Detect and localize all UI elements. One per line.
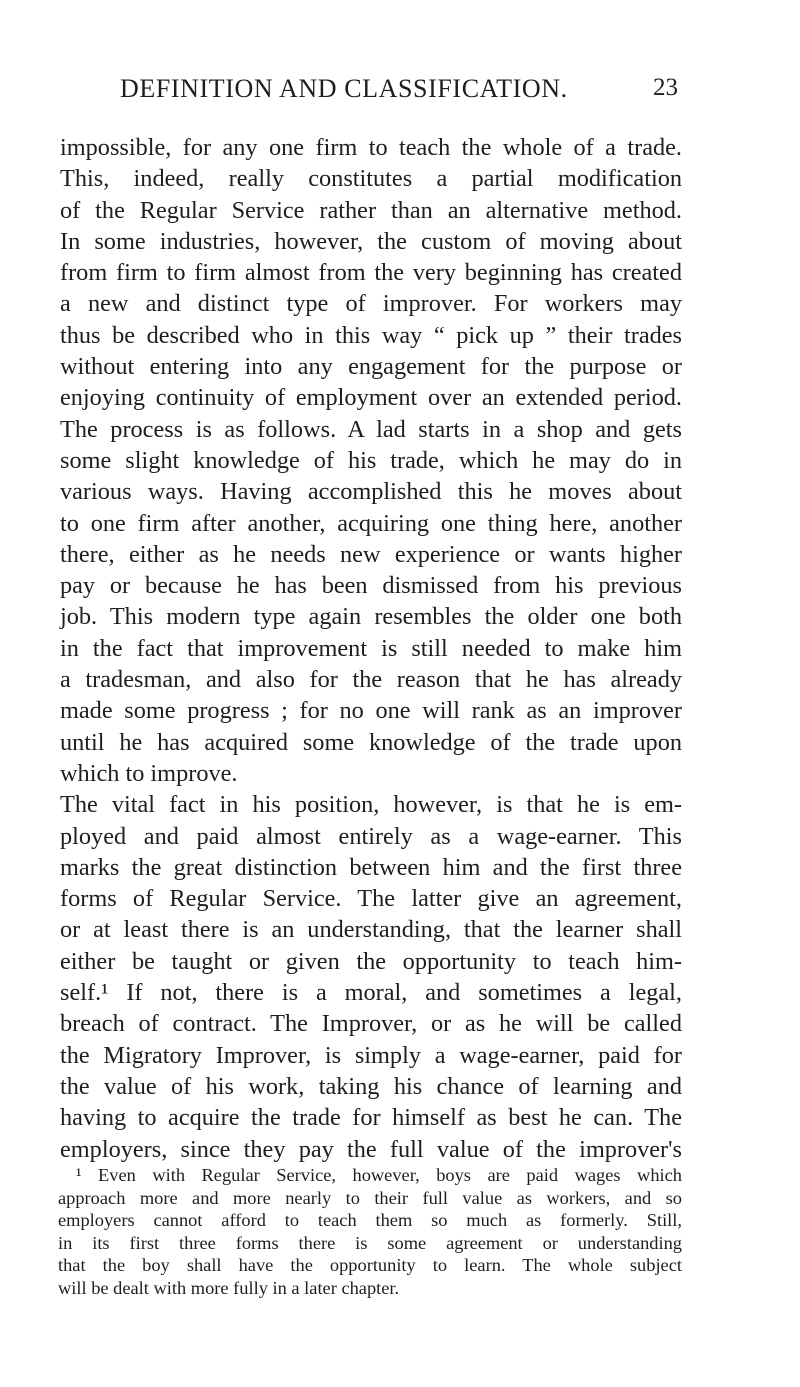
text-line: a tradesman, and also for the reason that he has already <box>60 666 682 694</box>
text-line: In some industries, however, the custom of moving about <box>60 227 682 255</box>
text-line: self.¹ If not, there is a moral, and sometimes a legal, <box>60 979 682 1007</box>
text-line: a new and distinct type of improver. For workers may <box>60 290 682 318</box>
text-line: pay or because he has been dismissed from his previous <box>60 572 682 600</box>
text-line: which to improve. <box>60 759 238 787</box>
text-line: breach of contract. The Improver, or as he will be called <box>60 1010 682 1038</box>
text-line: the value of his work, taking his chance of learning and <box>60 1072 682 1100</box>
text-line: of the Regular Service rather than an alternative method. <box>60 196 682 224</box>
text-line: various ways. Having accomplished this he moves about <box>60 478 682 506</box>
text-line: thus be described who in this way “ pick up ” their trades <box>60 321 682 349</box>
running-head <box>120 74 678 110</box>
page-number: 23 <box>653 74 678 101</box>
footnote-line: will be dealt with more fully in a later chapter. <box>58 1277 400 1298</box>
text-line: The vital fact in his position, however, is that he is em- <box>60 791 682 819</box>
text-line: to one firm after another, acquiring one thing here, another <box>60 509 682 537</box>
text-line: the Migratory Improver, is simply a wage-earner, paid for <box>60 1041 682 1069</box>
text-line: forms of Regular Service. The latter give an agreement, <box>60 885 682 913</box>
footnote-line: in its first three forms there is some agreement or understanding <box>58 1232 682 1253</box>
footnote-line: employers cannot afford to teach them so much as formerly. Still, <box>58 1210 682 1231</box>
footnote <box>58 1164 682 1300</box>
text-line: there, either as he needs new experience or wants higher <box>60 540 682 568</box>
text-line: marks the great distinction between him and the first three <box>60 853 682 881</box>
text-line: employers, since they pay the full value of the improver's <box>60 1135 682 1163</box>
footnote-line: approach more and more nearly to their full value as workers, and so <box>58 1187 682 1208</box>
text-line: in the fact that improvement is still needed to make him <box>60 634 682 662</box>
text-line: The process is as follows. A lad starts in a shop and gets <box>60 415 682 443</box>
body-text <box>60 132 682 1165</box>
text-line: without entering into any engagement for the purpose or <box>60 353 682 381</box>
text-line: job. This modern type again resembles the older one both <box>60 603 682 631</box>
text-line: enjoying continuity of employment over an extended period. <box>60 384 682 412</box>
text-line: some slight knowledge of his trade, which he may do in <box>60 446 682 474</box>
text-line: until he has acquired some knowledge of the trade upon <box>60 728 682 756</box>
text-line: This, indeed, really constitutes a partial modification <box>60 165 682 193</box>
text-line: impossible, for any one firm to teach the whole of a trade. <box>60 134 682 161</box>
text-line: having to acquire the trade for himself as best he can. The <box>60 1104 682 1132</box>
text-line: made some progress ; for no one will rank as an improver <box>60 697 682 725</box>
footnote-line: that the boy shall have the opportunity to learn. The whole subject <box>58 1255 682 1276</box>
text-line: ployed and paid almost entirely as a wage-earner. This <box>60 822 682 850</box>
text-line: either be taught or given the opportunity to teach him- <box>60 947 682 975</box>
chapter-title: DEFINITION AND CLASSIFICATION. <box>120 74 568 103</box>
text-line: from firm to firm almost from the very beginning has created <box>60 259 682 287</box>
text-line: or at least there is an understanding, that the learner shall <box>60 916 682 944</box>
footnote-line: ¹ Even with Regular Service, however, boys are paid wages which <box>76 1165 682 1185</box>
